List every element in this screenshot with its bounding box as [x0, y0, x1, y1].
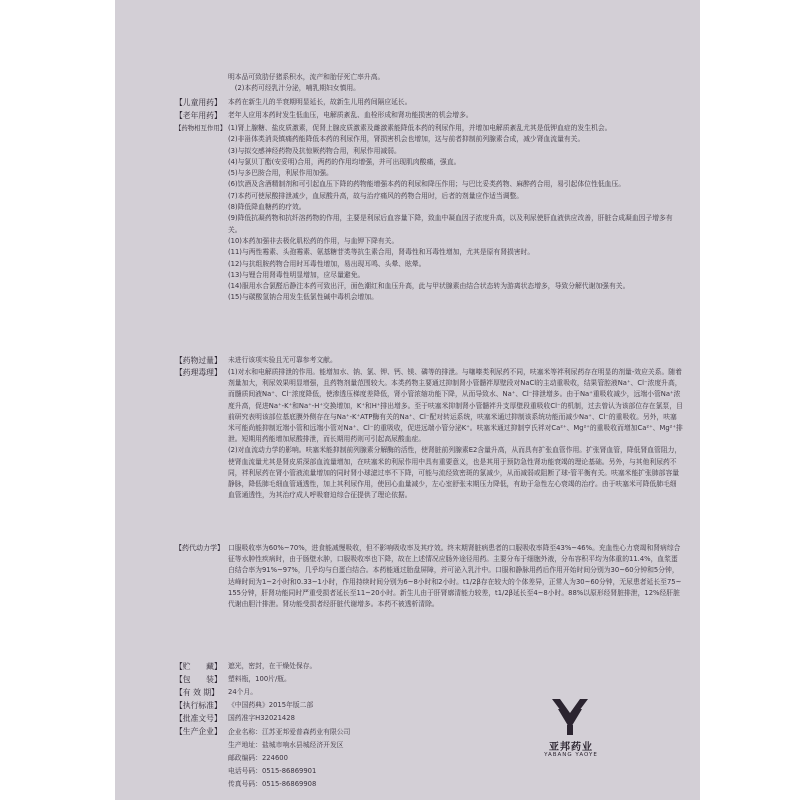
interaction-item: (3)与拟交感神经药物及抗惊厥药物合用，利尿作用减弱。 [228, 146, 401, 155]
interaction-item: (11)与两性霉素、头孢霉素、氨基糖苷类等抗生素合用，肾毒性和耳毒性增加，尤其是原有肾损害时。 [228, 248, 535, 257]
pharmacokinetics-tag: 【药代动力学】 [175, 544, 224, 552]
storage-tag: 【贮 藏】 [175, 662, 222, 671]
interaction-item: (6)饮酒及含酒精制剂和可引起血压下降的药物能增强本药的利尿和降压作用；与巴比妥类药物、麻醉药合用，易引起体位性低血压。 [228, 180, 626, 189]
geriatric-text: 老年人应用本药时发生低血压，电解质紊乱、血栓形成和肾功能损害的机会增多。 [228, 111, 473, 119]
manufacturer-line: 传真号码：0515-86869908 [228, 780, 317, 788]
approval-text: 国药准字H32021428 [228, 714, 295, 722]
storage-text: 遮光，密封，在干燥处保存。 [228, 662, 317, 670]
manufacturer-line: 企业名称：江苏亚邦爱普森药业有限公司 [228, 728, 351, 736]
manufacturer-line: 生产地址：盐城市响水县城经济开发区 [228, 741, 344, 749]
manufacturer-line: 电话号码：0515-86869901 [228, 767, 317, 775]
pediatric-tag: 【儿童用药】 [175, 98, 222, 107]
intro-line: 明本品可致肋仔猪系积水，流产和胎仔死亡率升高。 [228, 73, 385, 81]
pharmacokinetics-text: 口服吸收率为60%~70%，进食能减慢吸收，但不影响吸收率及其疗效。终末期肾脏病患者的口服吸收率降至43%~46%。充血性心力衰竭和肾病综合征等水肿性疾病时，由于肠壁水肿，口服吸收率也下降，故在上述情况应肠外途径用药。主要分布于细胞外液，分布容积平均为体重的11.4%，血浆蛋白结合率为91%~97%，几乎均与白蛋白结合。本药能通过胎盘屏障，并可泌入乳汁中。口服和静脉用药后作用开始时间分别为30~60分钟和5分钟，达峰时间为1~2小时和0.33~1小时，作用持续时间分别为6~8小时和2小时。t1/2β存在较大的个体差异，正常人为30~60分钟，无尿患者延长至75~155分钟，肝肾功能同时严重受损者延长至11~20小时。新生儿由于肝肾廓清能力较差，t1/2β延长至4~8小时。88%以原形经肾脏排泄，12%经肝脏代谢由胆汁排泄。肾功能受损者经肝脏代谢增多。本药不被透析清除。 [228, 544, 682, 609]
company-logo-name: 亚邦药业 [549, 742, 593, 753]
company-logo-name-en: YABANG YAOYE [544, 752, 598, 758]
interaction-item: (12)与抗组胺药物合用时耳毒性增加，易出现耳鸣、头晕、眩晕。 [228, 259, 426, 268]
pharmacology-paragraph: (1)对水和电解质排泄的作用。能增加水、钠、氯、钾、钙、镁、磷等的排泄。与噻嗪类利尿药不同，呋塞米等袢利尿药存在明显的剂量-效应关系。随着剂量加大，利尿效果明显增强，且药物剂量范围较大。本类药物主要通过抑制肾小管髓袢厚壁段对NaCl的主动重吸收，结果管腔液Na⁺、Cl⁻浓度升高，而髓质间液Na⁺、Cl⁻浓度降低，使渗透压梯度差降低，肾小管浓缩功能下降，从而导致水、Na⁺、Cl⁻排泄增多。由于Na⁺重吸收减少，远端小管Na⁺浓度升高，促进Na⁺-K⁺和Na⁺-H⁺交换增加，K⁺和H⁺排出增多。至于呋塞米抑制肾小管髓袢升支厚壁段重吸收Cl⁻的机制，过去曾认为该部位存在氯泵，目前研究表明该部位基底膜外侧存在与Na⁺-K⁺ATP酶有关的Na⁺、Cl⁻配对转运系统，呋塞米通过抑制该系统功能而减少Na⁺、Cl⁻的重吸收。另外，呋塞米可能尚能抑制近端小管和远端小管对Na⁺、Cl⁻的重吸收，促进远端小管分泌K⁺。呋塞米通过抑制亨氏袢对Ca²⁺、Mg²⁺的重吸收而增加Ca²⁺、Mg²⁺排泄。短期用药能增加尿酸排泄，而长期用药则可引起高尿酸血症。 [228, 368, 683, 444]
standard-text: 《中国药典》2015年版二部 [228, 701, 314, 709]
interaction-item: (1)肾上腺糖、盐皮质激素，促肾上腺皮质激素及雌激素能降低本药的利尿作用，并增加电解质紊乱尤其是低钾血症的发生机会。 [228, 124, 612, 132]
overdose-tag: 【药物过量】 [175, 356, 222, 365]
company-logo-icon [530, 695, 610, 775]
validity-text: 24个月。 [228, 688, 258, 696]
approval-tag: 【批准文号】 [175, 714, 222, 723]
geriatric-tag: 【老年用药】 [175, 111, 222, 120]
intro-line: (2)本药可经乳汁分泌，哺乳期妇女慎用。 [234, 84, 360, 93]
interaction-item: (4)与氯贝丁酯(安妥明)合用，两药的作用均增强，并可出现肌肉酸痛，强直。 [228, 157, 461, 166]
interaction-item: (9)降低抗凝药物和抗纤溶药物的作用，主要是利尿后血容量下降，致血中凝血因子浓度升高，以及利尿使肝血液供应改善，肝脏合成凝血因子增多有关。 [228, 214, 673, 234]
overdose-text: 未进行该项实验且无可靠参考文献。 [228, 356, 337, 364]
package-tag: 【包 装】 [175, 675, 222, 684]
interaction-item: (8)降低降血糖药的疗效。 [228, 203, 306, 212]
package-text: 塑料瓶，100片/瓶。 [228, 675, 291, 683]
pharmacology-tag: 【药理毒理】 [175, 368, 222, 377]
manufacturer-tag: 【生产企业】 [175, 727, 222, 736]
interaction-item: (14)服用水合氯醛后静注本药可致出汗，面色潮红和血压升高，此与甲状腺素由结合状态转为游离状态增多，导致分解代谢加强有关。 [228, 282, 630, 291]
pharmacology-paragraph: (2)对血流动力学的影响。呋塞米能抑制前列腺素分解酶的活性，使肾脏前列腺素E2含量升高，从而具有扩张血管作用。扩张肾血管，降低肾血管阻力，使肾血流量尤其是肾皮质深部血流量增加，在呋塞米的利尿作用中具有重要意义，也是其用于预防急性肾功能衰竭的理论基础。另外，与其他利尿药不同，袢利尿药在肾小管液流量增加的同时肾小球滤过率不下降，可能与流经致密斑的氯减少，从而减弱或阻断了球-管平衡有关。呋塞米能扩张肺部容量静脉，降低肺毛细血管通透性，加上其利尿作用，使回心血量减少，左心室舒张末期压力降低，有助于急性左心衰竭的治疗。由于呋塞米可降低肺毛细血管通透性，为其治疗成人呼吸窘迫综合征提供了理论依据。 [228, 446, 682, 500]
interaction-item: (13)与锂合用肾毒性明显增加，应尽量避免。 [228, 270, 365, 279]
interaction-item: (10)本药加强非去极化肌松药的作用，与血钾下降有关。 [228, 236, 399, 245]
interaction-item: (15)与碳酸氢钠合用发生低氯性碱中毒机会增加。 [228, 293, 378, 302]
interaction-item: (7)本药可使尿酸排泄减少，血尿酸升高，故与治疗痛风的药物合用时，后者的剂量应作适当调整。 [228, 191, 524, 200]
manufacturer-line: 邮政编码：224600 [228, 754, 288, 762]
interaction-item: (5)与多巴胺合用，利尿作用加强。 [228, 169, 333, 178]
standard-tag: 【执行标准】 [175, 701, 222, 710]
interactions-tag: 【药物相互作用】 [175, 124, 227, 132]
pediatric-text: 本药在新生儿的半衰期明显延长，故新生儿用药间隔应延长。 [228, 98, 412, 106]
instruction-leaflet [115, 0, 700, 800]
validity-tag: 【有 效 期】 [175, 688, 219, 697]
interaction-item: (2)非甾体类消炎镇痛药能降低本药的利尿作用，肾损害机会也增加，这与前者抑制前列腺素合成，减少肾血流量有关。 [228, 135, 585, 144]
